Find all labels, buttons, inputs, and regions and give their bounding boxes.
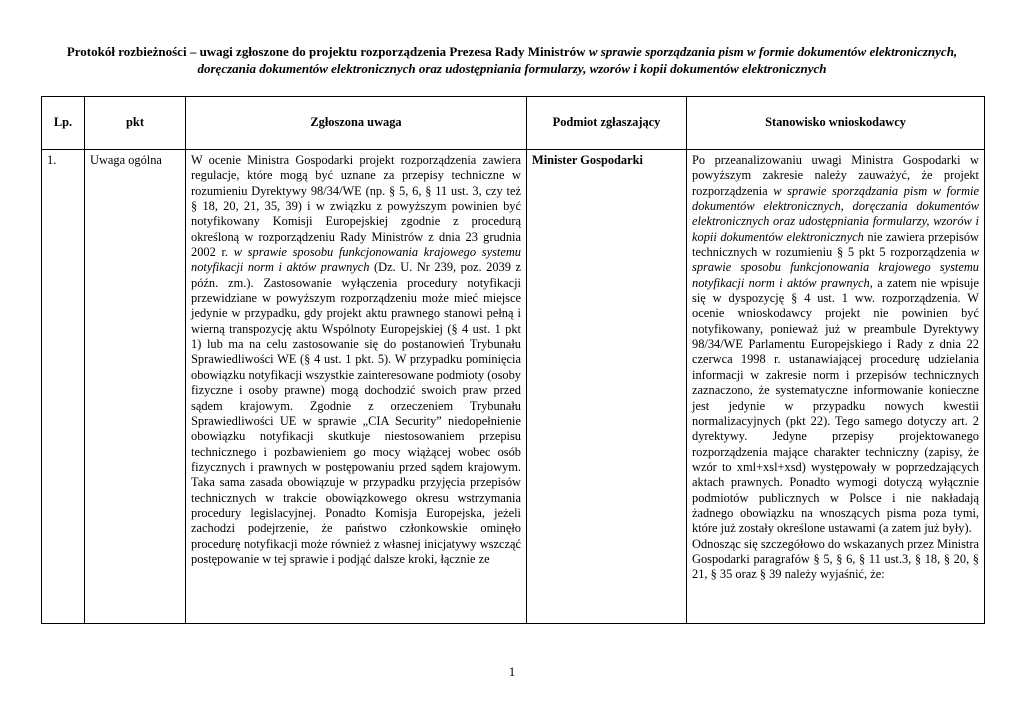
uwaga-text-2: (Dz. U. Nr 239, poz. 2039 z późn. zm.). Zastosowanie wyłączenia procedury notyfikacji przewidziane w powyższym rozporządzeniu może mieć miejsce jedynie w przypadku, gdy projekt aktu prawnego stanowi pełną i wierną transpozycję aktu Wspólnoty Europejskiej (§ 4 ust. 1 pkt 1) lub ma na celu zastosowanie się do postanowień Trybunału Sprawiedliwości WE (§ 4 ust. 1 pkt. 5). W przypadku pominięcia obowiązku notyfikacji wszystkie zainteresowane podmioty (osoby fizyczne i osoby prawne) mogą dochodzić swoich praw przed sądem krajowym. Zgodnie z orzeczeniem Trybunału Sprawiedliwości UE w sprawie „CIA Security” niedopełnienie obowiązku notyfikacji skutkuje niestosowaniem przepisu technicznego i pozbawieniem go mocy wiążącej wobec osób fizycznych i prawnych w postępowaniu przed sądem krajowym. Taka sama zasada obowiązuje w przypadku przyjęcia przepisów technicznych w trakcie obowiązkowego okresu wstrzymania procedury legislacyjnej. Ponadto Komisja Europejska, jeżeli zachodzi podejrzenie, że państwo członkowskie ominęło procedurę notyfikacji może również z własnej inicjatywy wszcząć postępowanie w tej sprawie i podjąć dalsze kroki, łącznie ze (191, 260, 521, 566)
cell-pkt: Uwaga ogólna (85, 150, 186, 624)
cell-stanowisko (687, 150, 985, 624)
cell-lp: 1. (42, 150, 85, 624)
header-lp: Lp. (42, 97, 85, 150)
cell-podmiot: Minister Gospodarki (527, 150, 687, 624)
stanowisko-text-3: , a zatem nie wpisuje się w dyspozycję § 4 ust. 1 ww. rozporządzenia. W ocenie wnioskodawcy projekt nie powinien być notyfikowany, ponieważ już w preambule Dyrektywy 98/34/WE Parlamentu Europejskiego i Rady z dnia 22 czerwca 1998 r. ustanawiającej procedurę udzielania informacji w zakresie norm i przepisów technicznych zaznaczono, że systematyczne informowanie konieczne jest jedynie w przypadku nowych kwestii normalizacyjnych (pkt 22). Tego samego dotyczy art. 2 dyrektywy. Jedyne przepisy projektowanego rozporządzenia mające charakter techniczny (zapisy, że wzór to xml+xsl+xsd) występowały w poprzedzających aktach prawnych. Ponadto wymogi dotyczą wyłącznie podmiotów publicznych w Polsce i nie nakładają żadnego obowiązku na wnoszących pisma poza tymi, które już zostały określone ustawami (a zatem już były). (692, 275, 979, 536)
header-podmiot: Podmiot zgłaszający (527, 97, 687, 150)
document-title (60, 44, 964, 77)
stanowisko-text-2: nie zawiera przepisów technicznych w rozumieniu § 5 pkt 5 rozporządzenia (692, 229, 979, 260)
page-number: 1 (508, 664, 516, 679)
header-uwaga: Zgłoszona uwaga (186, 97, 527, 150)
uwaga-text-1: W ocenie Ministra Gospodarki projekt rozporządzenia zawiera regulacje, które mogą być uznane za przepisy techniczne w rozumieniu Dyrektywy 98/34/WE (np. § 5, 6, § 11 ust. 3, czy też § 18, 20, 21, 35, 39) i w związku z powyższym powinien być notyfikowany Komisji Europejskiej zgodnie z procedurą określoną w rozporządzeniu Rady Ministrów z dnia 23 grudnia 2002 r. (191, 153, 521, 260)
stanowisko-text-1: Po przeanalizowaniu uwagi Ministra Gospodarki w powyższym zakresie należy zauważyć, że projekt rozporządzenia (692, 153, 979, 198)
uwaga-italic: w sprawie sposobu funkcjonowania krajowego systemu notyfikacji norm i aktów prawnych (191, 245, 521, 275)
table-row (42, 150, 985, 624)
stanowisko-italic-2: w sprawie sposobu funkcjonowania krajowego systemu notyfikacji norm i aktów prawnych (692, 245, 979, 290)
stanowisko-italic-1: w sprawie sporządzania pism w formie dokumentów elektronicznych, doręczania dokumentów elektronicznych oraz udostępniania formularzy, wzorów i kopii dokumentów elektronicznych (692, 183, 979, 244)
discrepancy-table (41, 96, 985, 624)
cell-uwaga (186, 150, 527, 624)
stanowisko-text-4: Odnosząc się szczegółowo do wskazanych przez Ministra Gospodarki paragrafów § 5, § 6, § 11 ust.3, § 18, § 20, § 21, § 35 oraz § 39 należy wyjaśnić, że: (692, 536, 979, 582)
title-bold: Protokół rozbieżności – uwagi zgłoszone do projektu rozporządzenia Prezesa Rady Ministrów (66, 44, 589, 59)
header-pkt: pkt (85, 97, 186, 150)
title-italic: w sprawie sporządzania pism w formie dokumentów elektronicznych, doręczania dokumentów elektronicznych oraz udostępniania formularzy, wzorów i kopii dokumentów elektronicznych (197, 44, 958, 76)
table-header-row (42, 97, 985, 150)
header-stanowisko: Stanowisko wnioskodawcy (687, 97, 985, 150)
